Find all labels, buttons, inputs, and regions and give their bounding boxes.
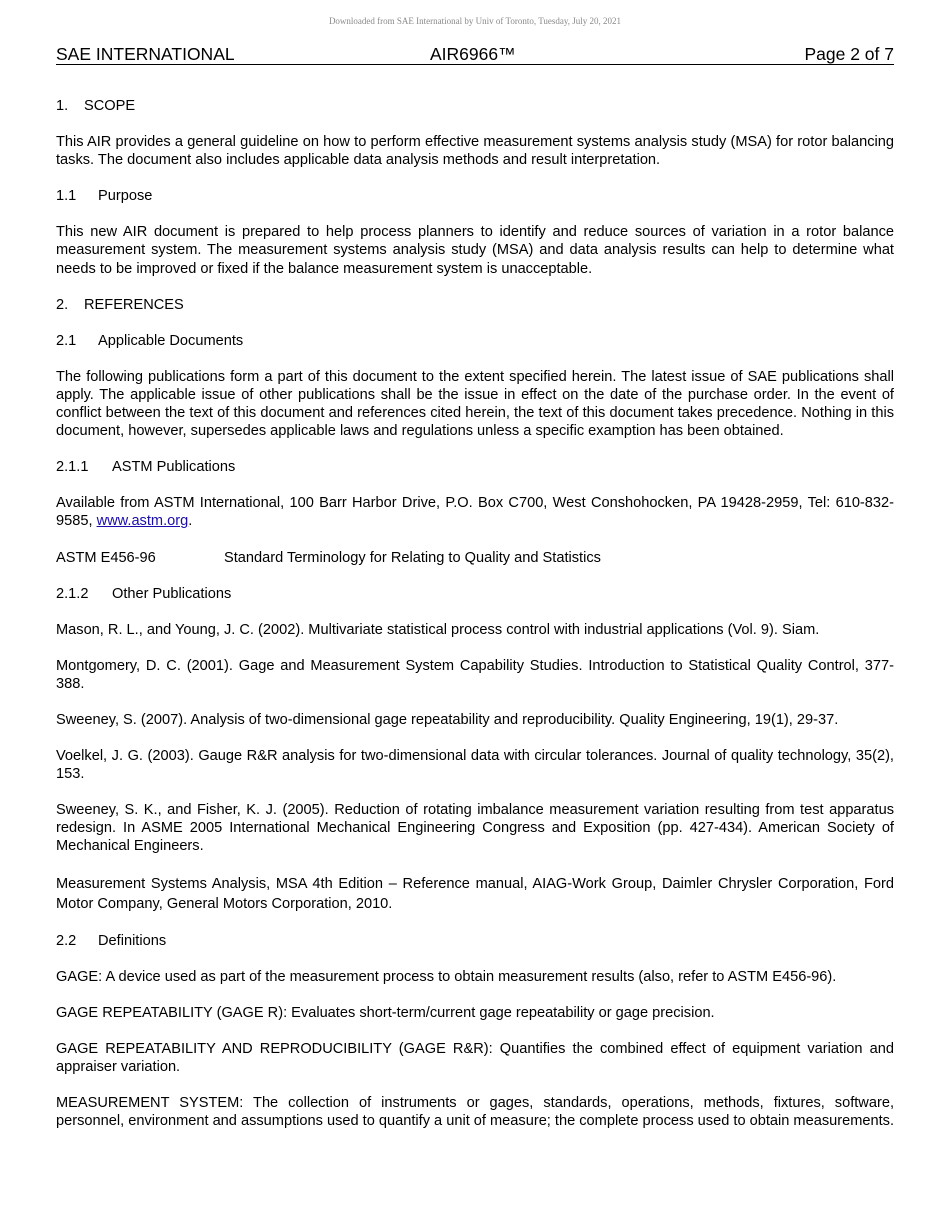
reference-item: Montgomery, D. C. (2001). Gage and Measurement System Capability Studies. Introduction to Statistical Quality Control, 377-388. bbox=[56, 657, 894, 692]
section-title: Other Publications bbox=[112, 585, 232, 602]
section-title: SCOPE bbox=[84, 98, 136, 114]
definition-item: GAGE: A device used as part of the measurement process to obtain measurement results (also, refer to ASTM E456-96). bbox=[56, 968, 837, 985]
reference-item: Mason, R. L., and Young, J. C. (2002). Multivariate statistical process control with industrial applications (Vol. 9). Siam. bbox=[56, 621, 820, 638]
astm-reference-code: ASTM E456-96 bbox=[56, 549, 156, 566]
section-heading-astm-publications bbox=[56, 458, 894, 476]
header-document-id: AIR6966™ bbox=[430, 44, 516, 64]
section-heading-other-publications bbox=[56, 585, 894, 603]
astm-website-link[interactable]: www.astm.org bbox=[96, 513, 189, 530]
header-page-number: Page 2 of 7 bbox=[804, 44, 894, 64]
reference-item: Measurement Systems Analysis, MSA 4th Edition – Reference manual, AIAG-Work Group, Daimler Chrysler Corporation, Ford Motor Company, General Motors Corporation, 2010. bbox=[56, 875, 894, 912]
purpose-paragraph: This new AIR document is prepared to help process planners to identify and reduce sources of variation in a rotor balance measurement system. The measurement systems analysis study (MSA) and data analysis results can help to determine what needs to be improved or fixed if the balance measurement system is unacceptable. bbox=[56, 224, 894, 277]
reference-item: Sweeney, S. K., and Fisher, K. J. (2005). Reduction of rotating imbalance measurement variation resulting from test apparatus redesign. In ASME 2005 International Mechanical Engineering Congress and Exposition (pp. 427-434). American Society of Mechanical Engineers. bbox=[56, 802, 894, 855]
download-watermark: Downloaded from SAE International by Univ of Toronto, Tuesday, July 20, 2021 bbox=[328, 16, 622, 26]
section-number: 1. bbox=[56, 98, 69, 114]
scope-paragraph: This AIR provides a general guideline on how to perform effective measurement systems analysis study (MSA) for rotor balancing tasks. The document also includes applicable data analysis methods and result interpretation. bbox=[56, 134, 894, 169]
astm-address-paragraph bbox=[56, 494, 894, 530]
section-title: Definitions bbox=[98, 932, 167, 949]
document-body bbox=[56, 97, 894, 1148]
applicable-documents-paragraph: The following publications form a part of this document to the extent specified herein. The latest issue of SAE publications shall apply. The applicable issue of other publications shall be the issue in effect on the date of the purchase order. In the event of conflict between the text of this document and references cited herein, the text of this document takes precedence. Nothing in this document, however, supersedes applicable laws and regulations unless a specific examption has been obtained. bbox=[56, 368, 894, 440]
astm-address-text: Available from ASTM International, 100 Barr Harbor Drive, P.O. Box C700, West Conshohocken, PA 19428-2959, Tel: 610-832-9585, bbox=[56, 495, 894, 530]
section-title: Applicable Documents bbox=[98, 332, 244, 349]
section-title: Purpose bbox=[98, 188, 153, 205]
reference-item: Voelkel, J. G. (2003). Gauge R&R analysis for two-dimensional data with circular tolerances. Journal of quality technology, 35(2), 153. bbox=[56, 748, 894, 783]
section-heading-purpose bbox=[56, 187, 894, 205]
header-organization: SAE INTERNATIONAL bbox=[56, 44, 235, 64]
section-heading-applicable-documents bbox=[56, 332, 894, 350]
section-title: ASTM Publications bbox=[112, 459, 236, 476]
astm-reference-title: Standard Terminology for Relating to Quality and Statistics bbox=[224, 549, 601, 566]
definition-item: MEASUREMENT SYSTEM: The collection of instruments or gages, standards, operations, methods, fixtures, software, personnel, environment and assumptions used to quantify a unit of measure; the complete process used to obtain measurements. bbox=[56, 1095, 895, 1130]
section-heading-references bbox=[56, 296, 894, 314]
page-header bbox=[56, 44, 894, 65]
section-number: 1.1 bbox=[56, 188, 77, 205]
section-heading-definitions bbox=[56, 932, 894, 950]
astm-address-period: . bbox=[188, 513, 193, 530]
definition-item: GAGE REPEATABILITY AND REPRODUCIBILITY (GAGE R&R): Quantifies the combined effect of equipment variation and appraiser variation. bbox=[56, 1040, 894, 1075]
reference-item: Sweeney, S. (2007). Analysis of two-dimensional gage repeatability and reproducibility. Quality Engineering, 19(1), 29-37. bbox=[56, 711, 839, 728]
astm-reference-entry bbox=[56, 549, 894, 567]
section-number: 2.1.2 bbox=[56, 585, 89, 602]
section-number: 2.1.1 bbox=[56, 459, 89, 476]
section-number: 2. bbox=[56, 296, 69, 313]
section-title: REFERENCES bbox=[84, 296, 184, 313]
section-number: 2.1 bbox=[56, 332, 77, 349]
section-number: 2.2 bbox=[56, 932, 77, 949]
definition-item: GAGE REPEATABILITY (GAGE R): Evaluates short-term/current gage repeatability or gage precision. bbox=[56, 1004, 715, 1021]
section-heading-scope bbox=[56, 97, 894, 115]
